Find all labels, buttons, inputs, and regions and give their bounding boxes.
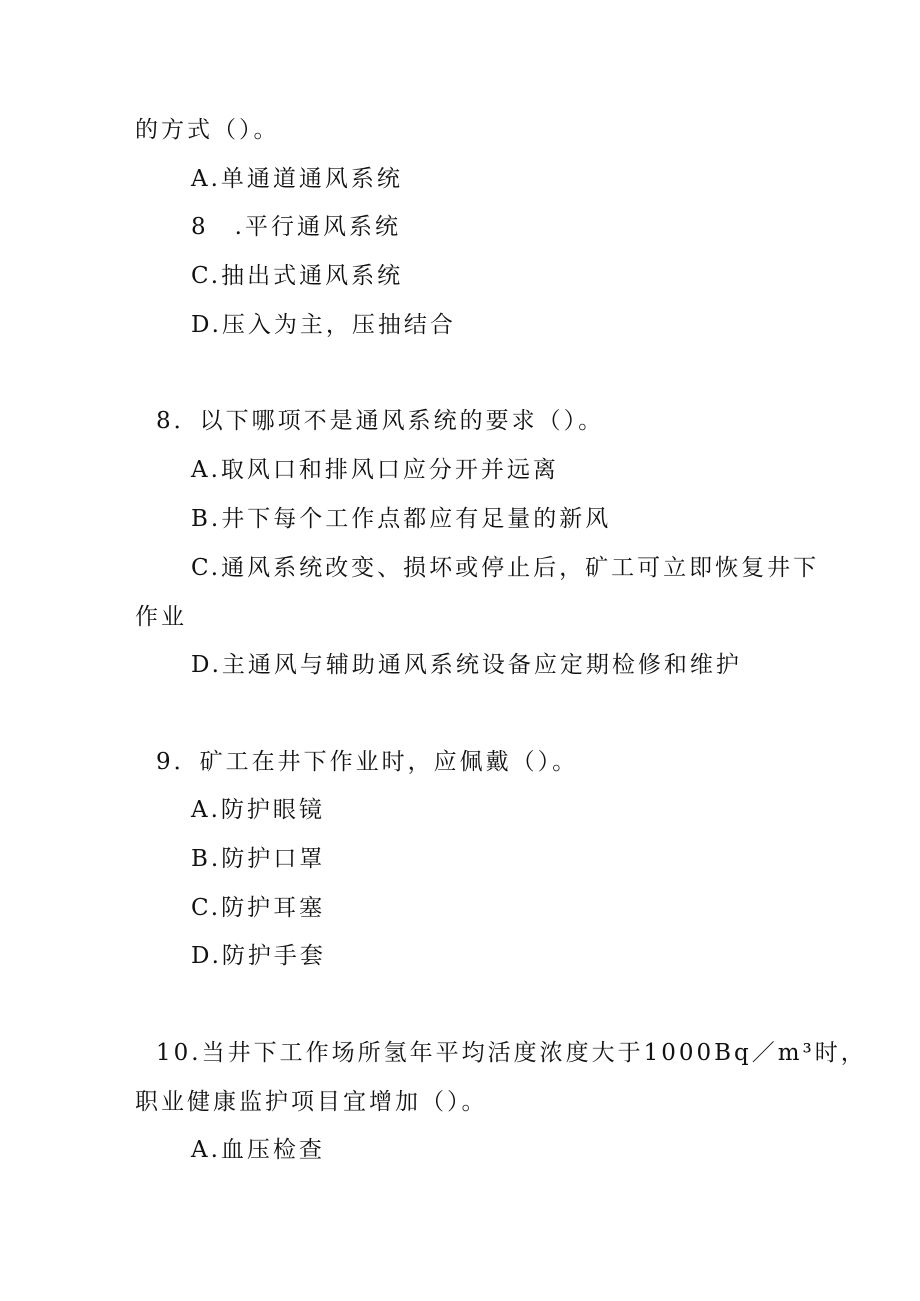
q9-option-a: A.防护眼镜 bbox=[191, 797, 325, 823]
q7-option-c: C.抽出式通风系统 bbox=[191, 263, 404, 289]
q7-option-d: D.压入为主，压抽结合 bbox=[191, 312, 456, 338]
q9-question: 9．矿工在井下作业时，应佩戴（）。 bbox=[156, 749, 579, 775]
q7-continuation: 的方式（）。 bbox=[135, 117, 280, 143]
q10-question: 10.当井下工作场所氢年平均活度浓度大于1000Bq／m³时， bbox=[156, 1040, 867, 1066]
q8-option-a: A.取风口和排风口应分开并远离 bbox=[191, 457, 559, 483]
q10-option-a: A.血压检查 bbox=[191, 1137, 325, 1163]
q9-option-c: C.防护耳塞 bbox=[191, 895, 326, 921]
q7-option-a: A.单通道通风系统 bbox=[191, 166, 403, 192]
q10-question-continuation: 职业健康监护项目宜增加（）。 bbox=[135, 1089, 488, 1115]
q8-option-c: C.通风系统改变、损坏或停止后，矿工可立即恢复井下 bbox=[191, 555, 820, 581]
q8-question: 8．以下哪项不是通风系统的要求（）。 bbox=[156, 408, 605, 434]
q9-option-d: D.防护手套 bbox=[191, 943, 326, 969]
q9-option-b: B.防护口罩 bbox=[191, 846, 326, 872]
q8-option-b: B.井下每个工作点都应有足量的新风 bbox=[191, 506, 612, 532]
q8-option-c-continuation: 作业 bbox=[135, 604, 187, 630]
q8-option-d: D.主通风与辅助通风系统设备应定期检修和维护 bbox=[191, 652, 742, 678]
q7-option-b: 8 .平行通风系统 bbox=[191, 214, 401, 240]
